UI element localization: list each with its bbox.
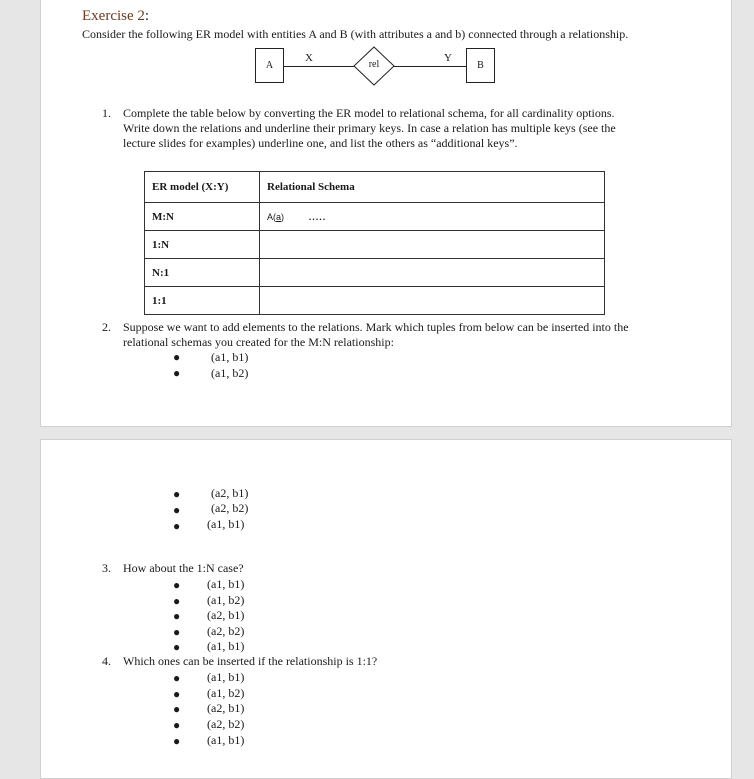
list-item: (a1, b1) bbox=[207, 733, 245, 747]
header-er-model: ER model (X:Y) bbox=[145, 172, 260, 203]
list-item: (a2, b2) bbox=[207, 624, 245, 638]
bullet-icon: ● bbox=[173, 625, 181, 639]
bullet-icon: ● bbox=[173, 640, 181, 654]
bullet-icon: ● bbox=[173, 578, 181, 592]
header-relational-schema: Relational Schema bbox=[260, 172, 605, 203]
list-item: (a1, b1) bbox=[211, 350, 249, 364]
table-row bbox=[145, 203, 605, 231]
table-header-row bbox=[145, 172, 605, 203]
q3-number: 3. bbox=[102, 561, 111, 575]
list-item: (a1, b2) bbox=[207, 686, 245, 700]
list-item: (a1, b1) bbox=[207, 639, 245, 653]
list-item: (a2, b1) bbox=[211, 486, 249, 500]
cardinality-x-label: X bbox=[305, 52, 313, 64]
list-item: (a2, b2) bbox=[207, 717, 245, 731]
document-page-1 bbox=[40, 0, 732, 427]
list-item: (a2, b2) bbox=[211, 501, 249, 515]
q1-line-2: Write down the relations and underline their primary keys. In case a relation has multiple keys (see the bbox=[123, 121, 616, 135]
entity-a-box: A bbox=[255, 48, 284, 83]
bullet-icon: ● bbox=[173, 487, 181, 501]
bullet-icon: ● bbox=[173, 671, 181, 685]
connector-rel-b bbox=[394, 66, 466, 67]
relationship-label: rel bbox=[368, 59, 380, 70]
bullet-icon: ● bbox=[173, 609, 181, 623]
cell-schema[interactable]: A(a) ..... bbox=[260, 203, 605, 231]
bullet-icon: ● bbox=[173, 519, 181, 533]
bullet-icon: ● bbox=[173, 366, 181, 380]
table-row bbox=[145, 231, 605, 259]
connector-a-rel bbox=[283, 66, 355, 67]
q1-line-1: Complete the table below by converting the ER model to relational schema, for all cardinality options. bbox=[123, 106, 615, 120]
bullet-icon: ● bbox=[173, 503, 181, 517]
q4-text: Which ones can be inserted if the relationship is 1:1? bbox=[123, 654, 378, 668]
list-item: (a1, b1) bbox=[207, 517, 245, 531]
cell-schema[interactable] bbox=[260, 231, 605, 259]
table-row bbox=[145, 287, 605, 315]
q3-text: How about the 1:N case? bbox=[123, 561, 244, 575]
q2-line-2: relational schemas you created for the M:N relationship: bbox=[123, 335, 394, 349]
primary-key: a bbox=[276, 211, 282, 222]
cardinality-y-label: Y bbox=[444, 52, 452, 64]
intro-text: Consider the following ER model with entities A and B (with attributes a and b) connected through a relationship. bbox=[82, 27, 629, 41]
list-item: (a1, b2) bbox=[211, 366, 249, 380]
list-item: (a1, b1) bbox=[207, 670, 245, 684]
q4-number: 4. bbox=[102, 654, 111, 668]
schema-ellipsis: ..... bbox=[308, 211, 327, 222]
q2-number: 2. bbox=[102, 320, 111, 334]
schema-table bbox=[144, 171, 605, 315]
cell-schema[interactable] bbox=[260, 287, 605, 315]
list-item: (a2, b1) bbox=[207, 608, 245, 622]
bullet-icon: ● bbox=[173, 702, 181, 716]
list-item: (a2, b1) bbox=[207, 701, 245, 715]
bullet-icon: ● bbox=[173, 687, 181, 701]
cell-schema[interactable] bbox=[260, 259, 605, 287]
list-item: (a1, b1) bbox=[207, 577, 245, 591]
bullet-icon: ● bbox=[173, 734, 181, 748]
q2-line-1: Suppose we want to add elements to the relations. Mark which tuples from below can be inserted into the bbox=[123, 320, 629, 334]
cell-model: 1:1 bbox=[145, 287, 260, 315]
q1-number: 1. bbox=[102, 106, 111, 120]
table-row bbox=[145, 259, 605, 287]
bullet-icon: ● bbox=[173, 718, 181, 732]
cell-model: M:N bbox=[145, 203, 260, 231]
cell-model: 1:N bbox=[145, 231, 260, 259]
exercise-title: Exercise 2: bbox=[82, 8, 150, 24]
entity-b-box: B bbox=[466, 48, 495, 83]
bullet-icon: ● bbox=[173, 350, 181, 364]
cell-model: N:1 bbox=[145, 259, 260, 287]
q1-line-3: lecture slides for examples) underline one, and list the others as “additional keys”. bbox=[123, 136, 518, 150]
list-item: (a1, b2) bbox=[207, 593, 245, 607]
bullet-icon: ● bbox=[173, 594, 181, 608]
document-page-2 bbox=[40, 439, 732, 779]
